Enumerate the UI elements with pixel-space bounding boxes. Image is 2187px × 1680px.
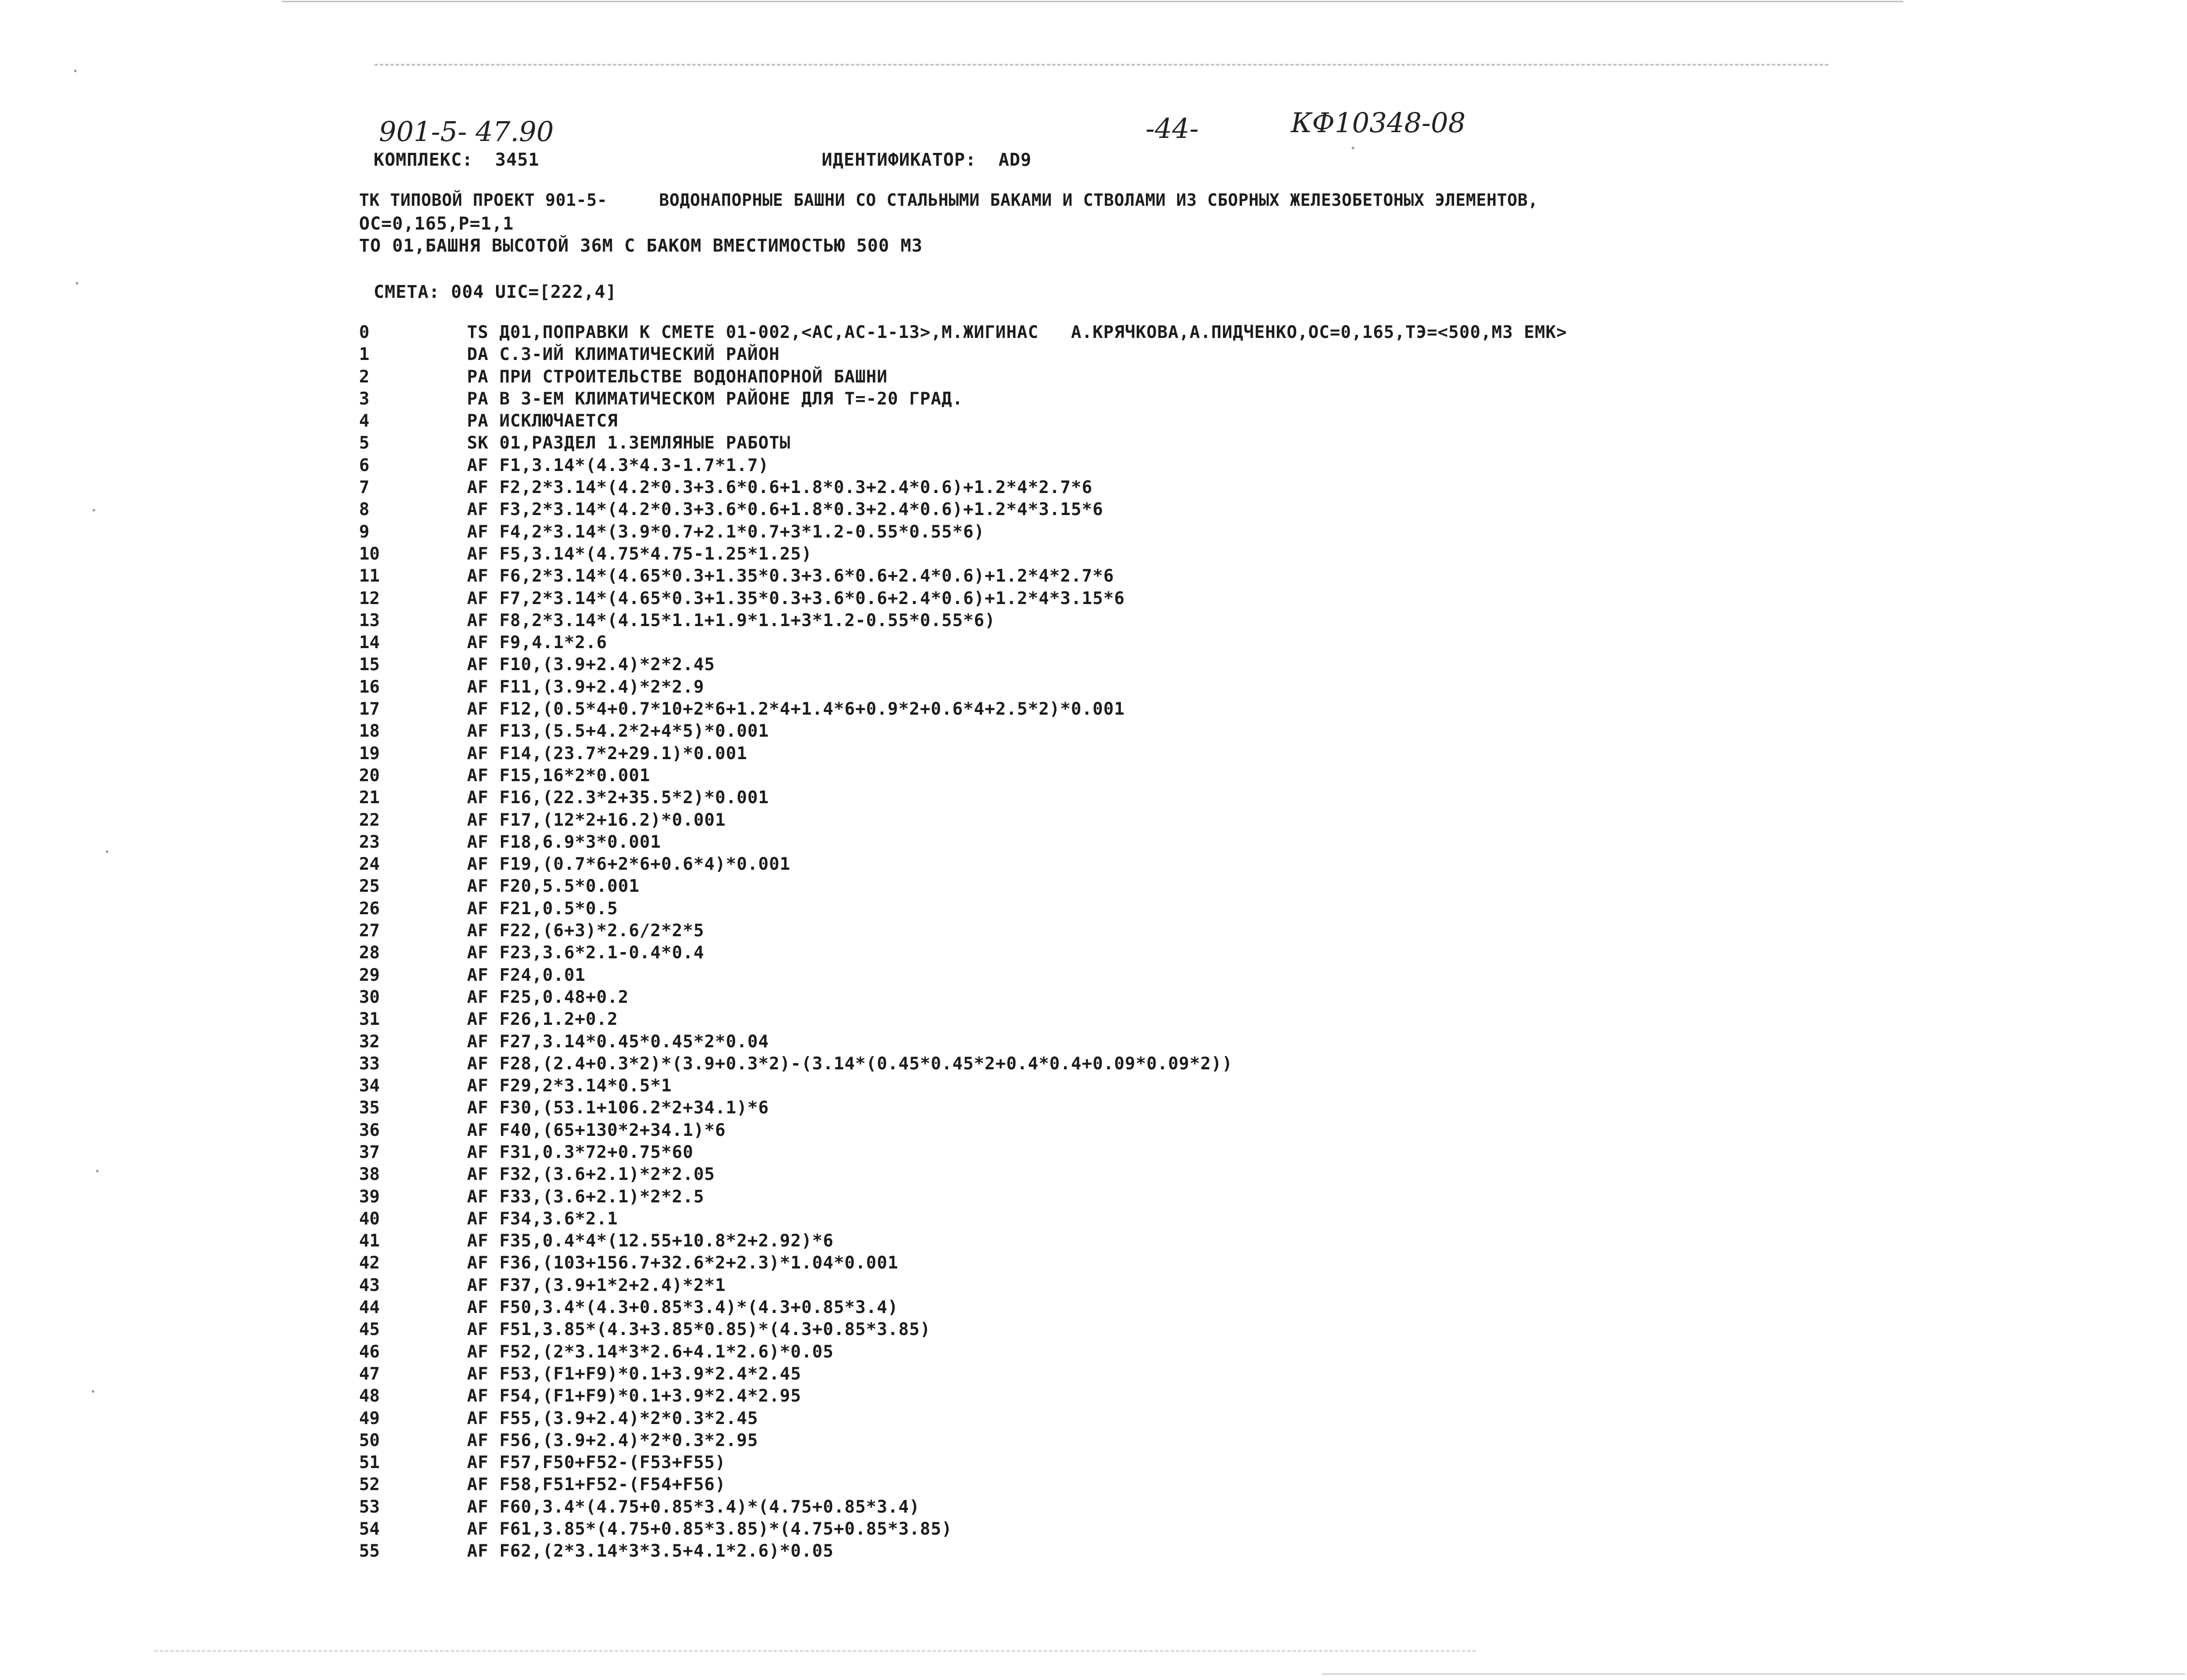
line-code: AF F57,F50+F52-(F53+F55) [467,1453,726,1473]
line-code: AF F31,0.3*72+0.75*60 [467,1142,694,1162]
line-code: AF F8,2*3.14*(4.15*1.1+1.9*1.1+3*1.2-0.55*0.55*6) [467,610,996,630]
listing-row [359,1474,1567,1496]
line-code: AF F3,2*3.14*(4.2*0.3+3.6*0.6+1.8*0.3+2.4*0.6)+1.2*4*3.15*6 [467,500,1104,520]
line-code: AF F30,(53.1+106.2*2+34.1)*6 [467,1098,769,1118]
line-number: 40 [359,1209,380,1229]
line-number: 33 [359,1053,380,1074]
line-code: AF F52,(2*3.14*3*2.6+4.1*2.6)*0.05 [467,1342,834,1362]
listing-row [359,1252,1567,1274]
line-number: 13 [359,610,380,630]
line-number: 55 [359,1541,380,1561]
listing-row [359,1230,1567,1252]
line-code: AF F7,2*3.14*(4.65*0.3+1.35*0.3+3.6*0.6+2.4*0.6)+1.2*4*3.15*6 [467,588,1125,608]
line-number: 24 [359,854,380,875]
line-code: AF F34,3.6*2.1 [467,1209,618,1229]
line-code: AF F20,5.5*0.001 [467,876,640,897]
line-number: 20 [359,765,380,786]
listing-row [359,1164,1567,1186]
line-number: 43 [359,1275,380,1295]
listing-row [359,432,1567,454]
line-number: 44 [359,1298,380,1318]
line-number: 7 [359,478,370,498]
listing-row [359,1297,1567,1319]
line-number: 18 [359,721,380,742]
line-code: AF F33,(3.6+2.1)*2*2.5 [467,1187,704,1207]
line-number: 52 [359,1475,380,1495]
line-number: 49 [359,1408,380,1428]
listing-row [359,322,1567,344]
listing-row [359,366,1567,388]
line-code: AF F62,(2*3.14*3*3.5+4.1*2.6)*0.05 [467,1541,834,1561]
listing-row [359,477,1567,499]
margin-speck [93,509,95,512]
line-number: 37 [359,1142,380,1162]
line-code: AF F35,0.4*4*(12.55+10.8*2+2.92)*6 [467,1231,834,1251]
line-code: AF F16,(22.3*2+35.5*2)*0.001 [467,788,769,808]
line-number: 28 [359,943,380,963]
listing-row [359,787,1567,809]
line-code: AF F27,3.14*0.45*0.45*2*0.04 [467,1031,769,1052]
line-code: AF F24,0.01 [467,965,586,985]
line-number: 5 [359,433,370,453]
bottom-scan-rule [1322,1673,2185,1675]
listing-row [359,698,1567,720]
listing-row [359,1408,1567,1430]
bottom-perforation [154,1650,1476,1652]
listing-row [359,565,1567,587]
line-code: DA С.3-ИЙ КЛИМАТИЧЕСКИЙ РАЙОН [467,345,780,365]
listing-row [359,654,1567,676]
line-number: 27 [359,921,380,941]
project-title-line1: TK ТИПОВОЙ ПРОЕКТ 901-5- ВОДОНАПОРНЫЕ БАШНИ СО СТАЛЬНЫМИ БАКАМИ И СТВОЛАМИ ИЗ СБОРНЫХ ЖЕЛЕЗОБЕТОНЫХ ЭЛЕМЕНТОВ, [359,190,1538,210]
line-number: 12 [359,588,380,608]
listing-row [359,1496,1567,1518]
line-number: 46 [359,1342,380,1362]
complex-label: КОМПЛЕКС: 3451 [374,150,540,170]
line-code: PA В 3-ЕМ КЛИМАТИЧЕСКОМ РАЙОНЕ ДЛЯ Т=-20 ГРАД. [467,389,964,409]
listing-row [359,1142,1567,1164]
line-code: AF F56,(3.9+2.4)*2*0.3*2.95 [467,1430,758,1450]
line-number: 15 [359,655,380,675]
line-code: AF F32,(3.6+2.1)*2*2.05 [467,1165,715,1185]
listing-row [359,1540,1567,1562]
listing-row [359,1031,1567,1053]
line-number: 6 [359,455,370,475]
listing-row [359,1430,1567,1452]
margin-speck [76,282,78,285]
margin-speck [92,1390,94,1393]
listing-row [359,986,1567,1009]
line-code: AF F10,(3.9+2.4)*2*2.45 [467,655,715,675]
line-code: AF F55,(3.9+2.4)*2*0.3*2.45 [467,1408,758,1428]
listing-row [359,543,1567,565]
line-code: AF F51,3.85*(4.3+3.85*0.85)*(4.3+0.85*3.85) [467,1320,931,1340]
line-number: 36 [359,1120,380,1140]
line-code: AF F19,(0.7*6+2*6+0.6*4)*0.001 [467,854,791,875]
line-code: AF F21,0.5*0.5 [467,898,618,919]
line-code: AF F54,(F1+F9)*0.1+3.9*2.4*2.95 [467,1386,801,1406]
listing-row [359,1097,1567,1119]
line-number: 48 [359,1386,380,1406]
line-number: 54 [359,1519,380,1539]
line-code: PA ПРИ СТРОИТЕЛЬСТВЕ ВОДОНАПОРНОЙ БАШНИ [467,367,888,387]
listing-row [359,809,1567,831]
margin-speck [96,1170,99,1172]
line-number: 38 [359,1165,380,1185]
listing-row [359,1053,1567,1075]
line-code: AF F37,(3.9+1*2+2.4)*2*1 [467,1275,726,1295]
listing-row [359,1075,1567,1097]
listing-row [359,942,1567,964]
handwritten-page-number: -44- [1145,112,1199,145]
line-code: AF F13,(5.5+4.2*2+4*5)*0.001 [467,721,769,742]
listing-row [359,499,1567,521]
line-number: 3 [359,389,370,409]
line-code: AF F12,(0.5*4+0.7*10+2*6+1.2*4+1.4*6+0.9*2+0.6*4+2.5*2)*0.001 [467,699,1125,719]
line-code: AF F53,(F1+F9)*0.1+3.9*2.4*2.45 [467,1364,801,1384]
listing-row [359,632,1567,654]
line-number: 45 [359,1320,380,1340]
line-code: AF F5,3.14*(4.75*4.75-1.25*1.25) [467,544,812,564]
project-title-line2: OC=0,165,P=1,1 [359,214,514,234]
handwritten-album-code: КФ10348-08 [1291,107,1466,139]
listing-row [359,1186,1567,1208]
line-number: 9 [359,522,370,542]
line-number: 10 [359,544,380,564]
listing-row [359,1385,1567,1407]
listing-row [359,455,1567,477]
line-code: AF F29,2*3.14*0.5*1 [467,1076,672,1096]
line-number: 53 [359,1497,380,1517]
line-number: 30 [359,987,380,1007]
listing-row [359,743,1567,765]
line-code: AF F60,3.4*(4.75+0.85*3.4)*(4.75+0.85*3.4) [467,1497,920,1517]
estimate-label: СМЕТА: 004 UIC=[222,4] [374,282,617,302]
listing-row [359,344,1567,366]
listing-row [359,1452,1567,1474]
line-code: AF F22,(6+3)*2.6/2*2*5 [467,921,704,941]
listing-row [359,1275,1567,1297]
line-code: AF F23,3.6*2.1-0.4*0.4 [467,943,704,963]
line-number: 47 [359,1364,380,1384]
project-title-line3: TO 01,БАШНЯ ВЫСОТОЙ 36М С БАКОМ ВМЕСТИМОСТЬЮ 500 М3 [359,236,923,256]
top-perforation [374,64,1828,66]
margin-speck [74,70,77,72]
line-number: 0 [359,323,370,342]
line-number: 32 [359,1031,380,1052]
line-number: 19 [359,743,380,764]
line-code: AF F2,2*3.14*(4.2*0.3+3.6*0.6+1.8*0.3+2.4*0.6)+1.2*4*2.7*6 [467,478,1093,498]
listing-row [359,676,1567,698]
listing-row [359,1009,1567,1031]
line-code: AF F11,(3.9+2.4)*2*2.9 [467,677,704,697]
line-number: 42 [359,1253,380,1273]
listing-row [359,588,1567,610]
line-number: 35 [359,1098,380,1118]
listing-row [359,388,1567,410]
listing-row [359,898,1567,920]
line-number: 41 [359,1231,380,1251]
listing-row [359,521,1567,543]
line-code: AF F4,2*3.14*(3.9*0.7+2.1*0.7+3*1.2-0.55*0.55*6) [467,522,985,542]
listing-row [359,920,1567,942]
line-number: 11 [359,566,380,586]
line-number: 25 [359,876,380,897]
listing-row [359,831,1567,853]
listing-row [359,1341,1567,1363]
line-code: AF F58,F51+F52-(F54+F56) [467,1475,726,1495]
line-code: AF F36,(103+156.7+32.6*2+2.3)*1.04*0.001 [467,1253,899,1273]
line-number: 14 [359,633,380,653]
line-number: 16 [359,677,380,697]
line-code: AF F14,(23.7*2+29.1)*0.001 [467,743,748,764]
line-code: AF F28,(2.4+0.3*2)*(3.9+0.3*2)-(3.14*(0.45*0.45*2+0.4*0.4+0.09*0.09*2)) [467,1053,1233,1074]
listing-row [359,765,1567,787]
listing-row [359,1120,1567,1142]
margin-speck [1352,147,1354,149]
line-number: 50 [359,1430,380,1450]
line-code: AF F18,6.9*3*0.001 [467,832,661,852]
line-code: AF F61,3.85*(4.75+0.85*3.85)*(4.75+0.85*3.85) [467,1519,953,1539]
line-number: 34 [359,1076,380,1096]
line-code: SK 01,РАЗДЕЛ 1.ЗЕМЛЯНЫЕ РАБОТЫ [467,433,791,453]
line-number: 26 [359,898,380,919]
listing-row [359,853,1567,875]
handwritten-doc-number: 901-5- 47.90 [379,115,554,148]
margin-speck [106,850,108,853]
line-number: 2 [359,367,370,387]
line-code: AF F40,(65+130*2+34.1)*6 [467,1120,726,1140]
line-number: 51 [359,1453,380,1473]
listing-row [359,1208,1567,1230]
line-number: 21 [359,788,380,808]
line-number: 31 [359,1009,380,1030]
line-code: PA ИСКЛЮЧАЕТСЯ [467,411,618,431]
identifier-label: ИДЕНТИФИКАТОР: AD9 [822,150,1032,170]
line-code: AF F9,4.1*2.6 [467,633,608,653]
line-number: 17 [359,699,380,719]
listing-row [359,1518,1567,1540]
line-code: AF F50,3.4*(4.3+0.85*3.4)*(4.3+0.85*3.4) [467,1298,899,1318]
line-number: 4 [359,411,370,431]
program-listing [359,322,1567,1563]
line-code: AF F1,3.14*(4.3*4.3-1.7*1.7) [467,455,769,475]
line-number: 29 [359,965,380,985]
listing-row [359,964,1567,986]
line-code: AF F17,(12*2+16.2)*0.001 [467,810,726,830]
line-number: 22 [359,810,380,830]
line-code: AF F25,0.48+0.2 [467,987,629,1007]
line-number: 23 [359,832,380,852]
line-code: AF F6,2*3.14*(4.65*0.3+1.35*0.3+3.6*0.6+2.4*0.6)+1.2*4*2.7*6 [467,566,1114,586]
top-scan-rule [282,1,1903,2]
listing-row [359,1363,1567,1385]
listing-row [359,720,1567,742]
line-code: TS Д01,ПОПРАВКИ К СМЕТЕ 01-002,<AC,AC-1-13>,М.ЖИГИНАС А.КРЯЧКОВА,А.ПИДЧЕНКО,OC=0,165,ТЭ=<500,М3 ЕМК> [467,323,1567,342]
line-number: 39 [359,1187,380,1207]
line-code: AF F15,16*2*0.001 [467,765,651,786]
line-number: 1 [359,345,370,365]
listing-row [359,875,1567,897]
listing-row [359,1319,1567,1341]
listing-row [359,410,1567,432]
listing-row [359,610,1567,632]
line-code: AF F26,1.2+0.2 [467,1009,618,1030]
line-number: 8 [359,500,370,520]
